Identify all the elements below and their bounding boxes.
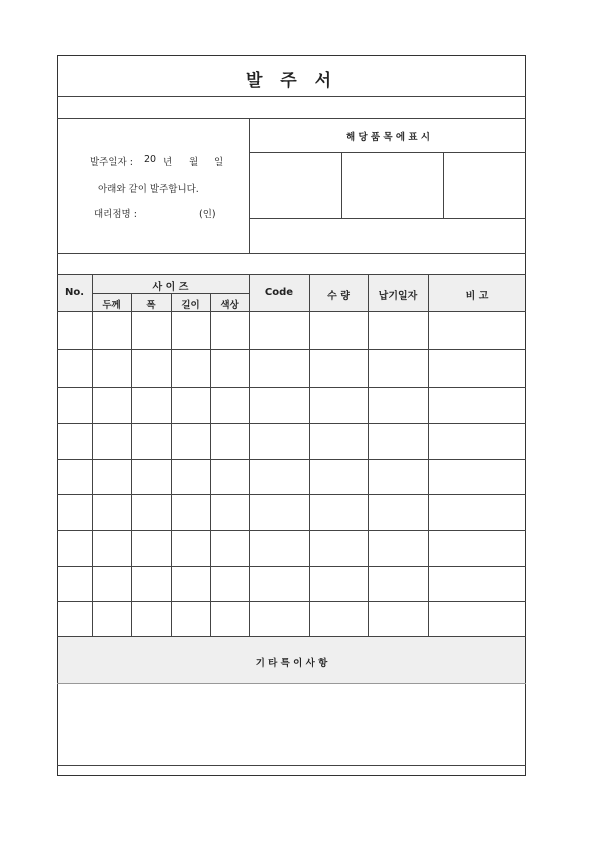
- blank-row-divider: [57, 118, 526, 119]
- table-row-divider: [57, 494, 526, 495]
- col-color-header: 색상: [220, 300, 239, 311]
- item-mark-header: 해 당 품 목 에 표 시: [345, 132, 431, 143]
- col-note-header: 비 고: [465, 291, 489, 302]
- col-due-date-header: 납기일자: [378, 291, 418, 302]
- title-divider: [57, 96, 526, 97]
- seal-mark: (인): [199, 209, 216, 220]
- item-mark-box-3[interactable]: [444, 153, 525, 218]
- col-divider-due: [428, 274, 429, 636]
- table-row-divider: [57, 387, 526, 388]
- remarks-header: 기 타 특 이 사 항: [255, 658, 328, 669]
- table-row-divider: [57, 601, 526, 602]
- col-divider-width: [171, 293, 172, 636]
- col-divider-code: [309, 274, 310, 636]
- order-date-year-prefix: 20: [144, 154, 157, 165]
- remarks-bottom-divider: [57, 765, 526, 766]
- order-statement: 아래와 같이 발주합니다.: [98, 184, 199, 195]
- item-mark-box-1[interactable]: [250, 153, 341, 218]
- remarks-area[interactable]: [58, 684, 525, 764]
- col-divider-length: [210, 293, 211, 636]
- table-row-divider: [57, 566, 526, 567]
- col-length-header: 길이: [181, 300, 200, 311]
- page-title: 발 주 서: [245, 71, 338, 91]
- col-width-header: 폭: [146, 300, 156, 311]
- day-unit: 일: [214, 157, 224, 168]
- col-divider-color: [249, 274, 250, 636]
- info-section-bottom: [57, 253, 526, 254]
- col-qty-header: 수 량: [327, 291, 350, 302]
- year-unit: 년: [163, 157, 173, 168]
- agency-name-label: 대리점명 :: [94, 209, 137, 220]
- col-divider-thickness: [131, 293, 132, 636]
- table-row-divider: [57, 530, 526, 531]
- item-mark-box-bottom: [249, 218, 526, 219]
- col-divider-no: [92, 274, 93, 636]
- col-thickness-header: 두께: [102, 300, 121, 311]
- col-no-header: No.: [64, 287, 85, 298]
- table-header-bottom: [57, 311, 526, 312]
- order-date-label: 발주일자 :: [90, 157, 133, 168]
- col-divider-qty: [368, 274, 369, 636]
- col-size-header: 사 이 즈: [152, 282, 189, 293]
- item-mark-box-2[interactable]: [342, 153, 443, 218]
- table-row-divider: [57, 349, 526, 350]
- month-unit: 월: [189, 157, 199, 168]
- col-code-header: Code: [264, 287, 294, 298]
- table-row-divider: [57, 423, 526, 424]
- table-row-divider: [57, 459, 526, 460]
